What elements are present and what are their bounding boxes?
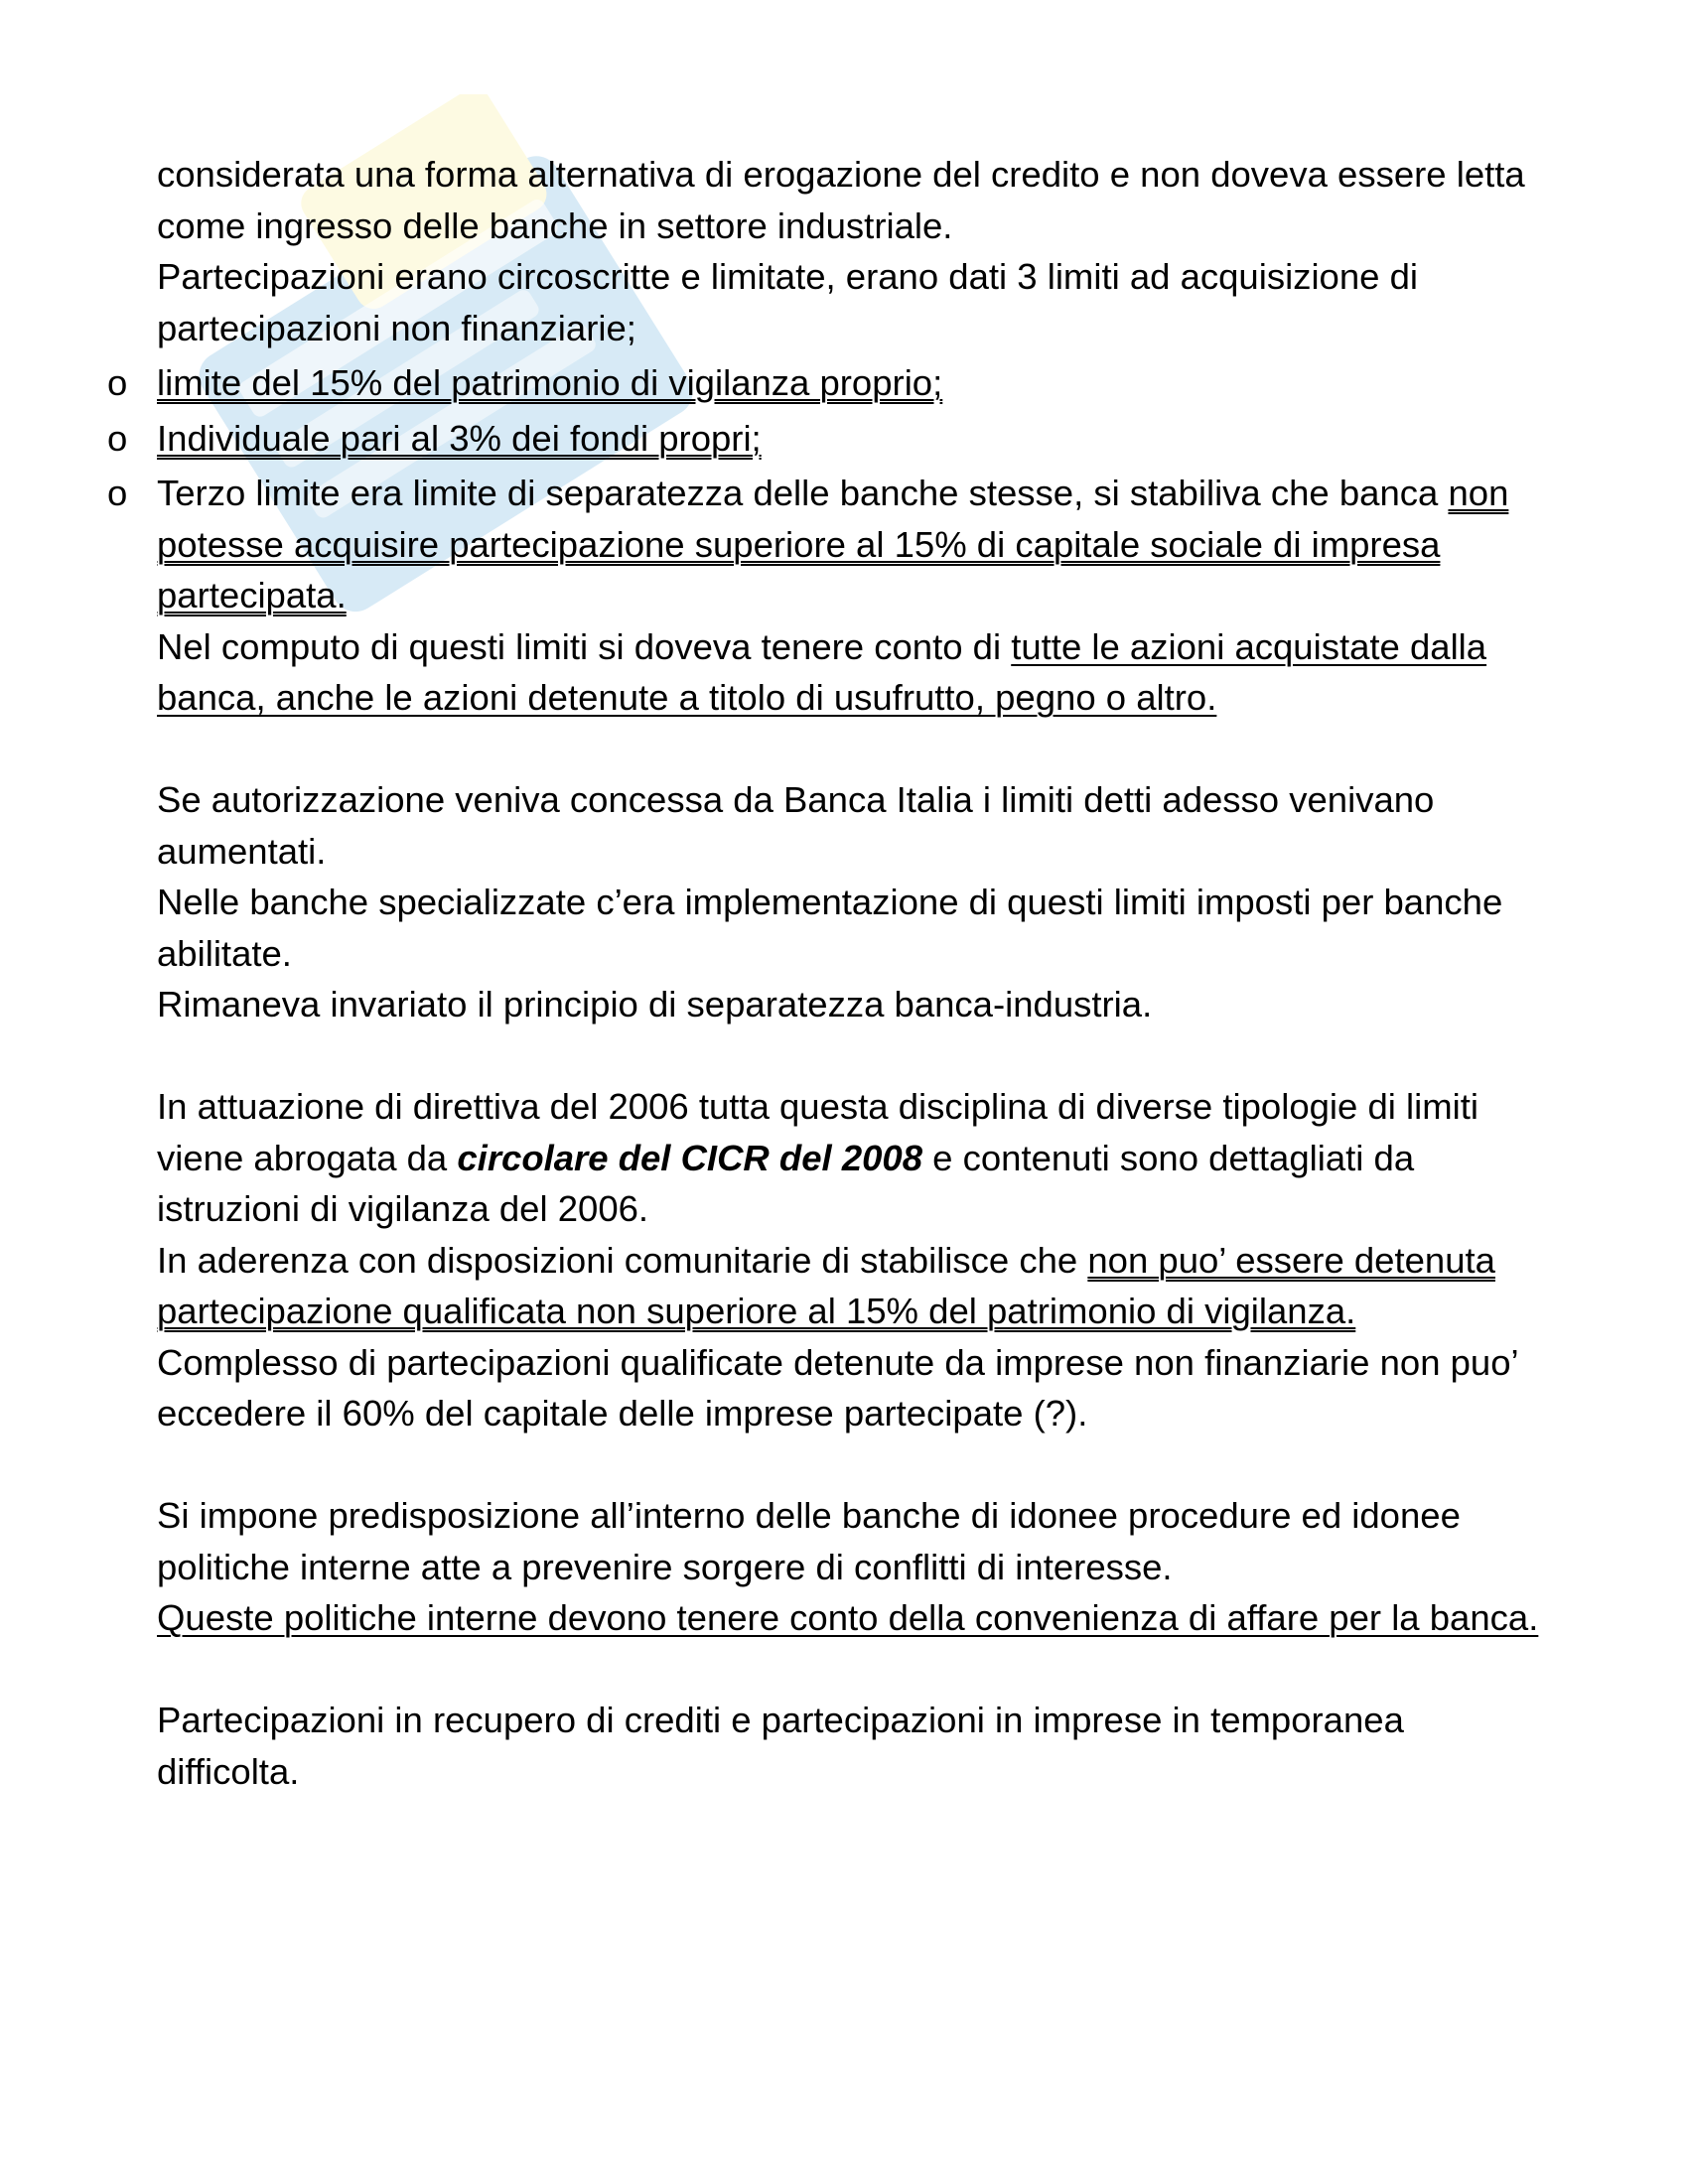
community-text: In aderenza con disposizioni comunitarie di stabilisce che: [157, 1239, 1088, 1281]
list-item: [107, 468, 1547, 621]
blank-line: [157, 724, 1547, 775]
computation-text: Nel computo di questi limiti si doveva tenere conto di: [157, 625, 1012, 667]
paragraph-authorization: Se autorizzazione veniva concessa da Banca Italia i limiti detti adesso venivano aumentati.: [157, 779, 1435, 872]
directive-emphasis: circolare del CICR del 2008: [457, 1137, 923, 1178]
limit-text: Individuale pari al 3% dei fondi propri;: [157, 417, 762, 459]
list-item: [107, 413, 1547, 465]
list-item: [107, 357, 1547, 409]
paragraph-qualified-holdings: Complesso di partecipazioni qualificate detenute da imprese non finanziarie non puo’ eccedere il 60% del capitale delle imprese partecipate (?).: [157, 1341, 1518, 1433]
directive-text: In attuazione di direttiva del 2006 tutta questa disciplina di diverse tipologie di limiti viene abrogata da: [157, 1086, 1479, 1178]
paragraph-credit-recovery: Partecipazioni in recupero di crediti e partecipazioni in imprese in temporanea difficolta.: [157, 1700, 1404, 1792]
bullet-marker: o: [107, 362, 128, 403]
bullet-marker: o: [107, 417, 128, 459]
blank-line: [157, 1439, 1547, 1491]
paragraph-separation-principle: Rimaneva invariato il principio di separatezza banca-industria.: [157, 984, 1153, 1024]
limit-text-underlined: non potesse acquisire partecipazione superiore al 15% di capitale sociale di impresa partecipata.: [157, 473, 1509, 615]
bullet-marker: o: [107, 473, 128, 513]
limit-text: limite del 15% del patrimonio di vigilanza proprio;: [157, 362, 943, 403]
computation-underlined: tutte le azioni acquistate dalla banca, anche le azioni detenute a titolo di usufrutto, pegno o altro.: [157, 625, 1487, 718]
policies-underlined: Queste politiche interne devono tenere conto della convenienza di affare per la banca.: [157, 1597, 1539, 1638]
paragraph-community-provisions: [157, 1235, 1547, 1337]
paragraph-internal-policies: [157, 1592, 1547, 1644]
limit-text: Terzo limite era limite di separatezza delle banche stesse, si stabiliva che banca: [157, 473, 1449, 513]
limits-list: [107, 357, 1547, 621]
blank-line: [157, 1644, 1547, 1696]
paragraph-computation: [157, 621, 1547, 724]
document-page: [107, 149, 1547, 1797]
paragraph-limits-intro: Partecipazioni erano circoscritte e limitate, erano dati 3 limiti ad acquisizione di partecipazioni non finanziarie;: [157, 256, 1418, 348]
blank-line: [157, 1030, 1547, 1082]
paragraph-procedures: Si impone predisposizione all’interno delle banche di idonee procedure ed idonee politiche interne atte a prevenire sorgere di conflitti di interesse.: [157, 1495, 1461, 1587]
paragraph-credit-alternative: considerata una forma alternativa di erogazione del credito e non doveva essere letta come ingresso delle banche in settore industriale.: [157, 154, 1525, 246]
community-underlined: non puo’ essere detenuta partecipazione qualificata non superiore al 15% del patrimonio di vigilanza.: [157, 1239, 1495, 1331]
paragraph-directive: [157, 1081, 1547, 1235]
paragraph-specialized-banks: Nelle banche specializzate c’era implementazione di questi limiti imposti per banche abilitate.: [157, 882, 1503, 974]
directive-text-end: e contenuti sono dettagliati da istruzioni di vigilanza del 2006.: [157, 1137, 1415, 1229]
